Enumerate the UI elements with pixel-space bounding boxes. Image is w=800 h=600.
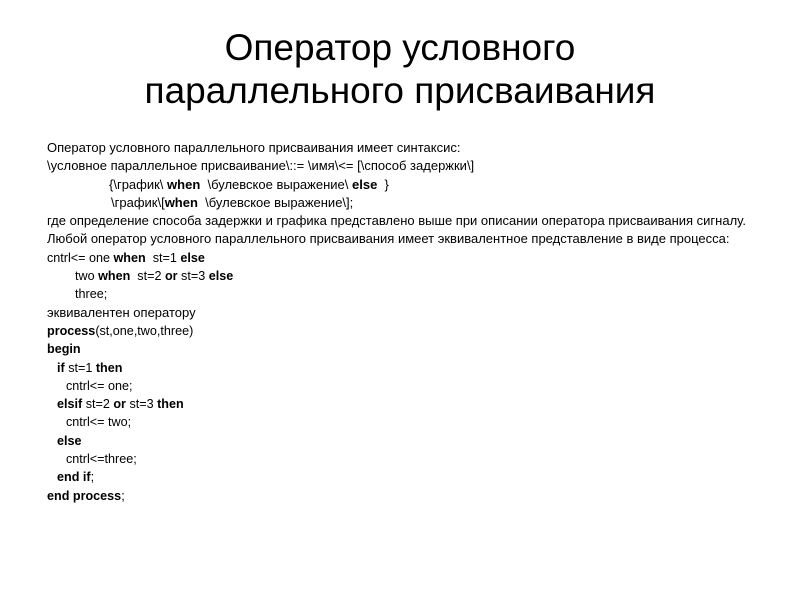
keyword-or: or	[164, 269, 178, 284]
code-text: st=3	[177, 269, 209, 284]
keyword-when: when	[167, 176, 201, 192]
keyword-when: when	[164, 194, 198, 210]
keyword-or: or	[113, 397, 126, 412]
code-line	[47, 340, 757, 358]
keyword-if: if	[57, 360, 65, 375]
code-line: cntrl<= one;	[66, 378, 133, 393]
syntax-line-2	[47, 176, 757, 194]
code-line	[47, 267, 757, 285]
code-text: ;	[121, 488, 125, 503]
syntax-text: \булевское выражение\];	[197, 194, 354, 210]
note-paragraph-1: где определение способа задержки и графика представлено выше при описании оператора присваивания сигналу.	[47, 213, 746, 229]
keyword-else: else	[57, 433, 82, 448]
code-line	[47, 359, 757, 377]
keyword-then: then	[157, 397, 184, 412]
code-line	[47, 468, 757, 486]
slide-body	[47, 139, 757, 505]
title-line-1: Оператор условного	[224, 27, 576, 68]
code-text: (st,one,two,three)	[95, 323, 194, 338]
keyword-process: process	[47, 323, 96, 338]
code-line: three;	[75, 287, 108, 302]
keyword-elsif: elsif	[57, 397, 83, 412]
keyword-end-if: end if	[57, 470, 91, 485]
code-text: st=2	[130, 269, 165, 284]
code-line: cntrl<=three;	[66, 452, 137, 467]
syntax-text: {\график\	[109, 176, 168, 192]
code-line	[47, 322, 757, 340]
title-line-2: параллельного присваивания	[144, 70, 656, 111]
syntax-text: \булевское выражение\	[200, 176, 352, 192]
code-text: st=1	[64, 360, 96, 375]
keyword-end-process: end process	[47, 488, 122, 503]
code-text: ;	[90, 470, 95, 485]
syntax-text: }	[377, 176, 389, 192]
keyword-else: else	[352, 176, 378, 192]
keyword-when: when	[113, 250, 146, 265]
keyword-when: when	[98, 269, 131, 284]
keyword-begin: begin	[47, 342, 81, 357]
equivalence-text: эквивалентен оператору	[47, 304, 196, 320]
code-line	[47, 395, 757, 413]
syntax-line-1: \условное параллельное присваивание\::= \имя\<= [\способ задержки\]	[47, 158, 475, 174]
keyword-else: else	[180, 250, 205, 265]
code-text: two	[75, 269, 99, 284]
code-text: st=1	[145, 250, 181, 265]
code-line	[47, 487, 757, 505]
keyword-else: else	[208, 269, 234, 284]
code-text: st=3	[125, 397, 158, 412]
code-line	[47, 432, 757, 450]
code-text: cntrl<= one	[47, 250, 114, 265]
syntax-line-3	[47, 194, 757, 212]
code-line: cntrl<= two;	[66, 415, 132, 430]
code-text: st=2	[82, 397, 114, 412]
intro-text: Оператор условного параллельного присваивания имеет синтаксис:	[47, 140, 461, 155]
slide-title	[0, 26, 800, 112]
code-block-process	[47, 322, 757, 505]
keyword-then: then	[95, 360, 123, 375]
code-line	[47, 249, 757, 267]
note-paragraph-2: Любой оператор условного параллельного присваивания имеет эквивалентное представление в виде процесса:	[47, 231, 730, 247]
syntax-text: \график\[	[111, 194, 165, 210]
code-block-concurrent	[47, 249, 757, 304]
